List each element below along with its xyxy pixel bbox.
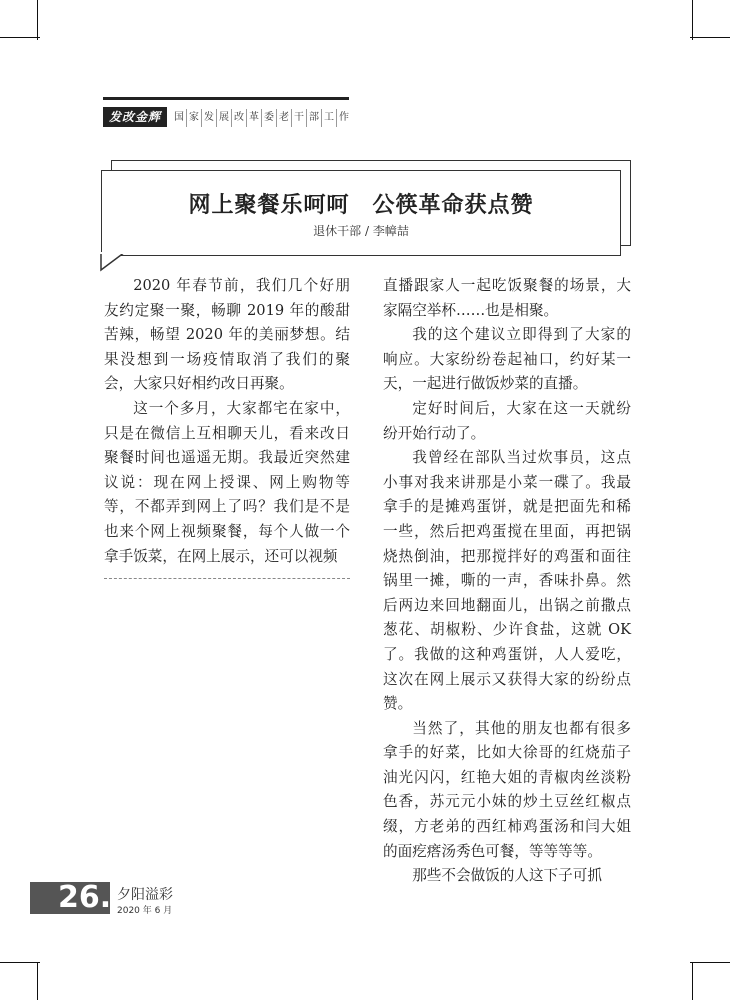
subtitle-char: 委 — [262, 109, 277, 127]
crop-mark — [0, 962, 40, 963]
section-subtitle — [172, 109, 351, 127]
subtitle-char: 家 — [187, 109, 202, 127]
subtitle-char: 展 — [217, 109, 232, 127]
page-number: 26. — [58, 880, 112, 915]
title-frame-notch — [99, 252, 129, 272]
article-title: 网上聚餐乐呵呵 公筷革命获点赞 — [188, 192, 534, 218]
crop-mark — [690, 962, 730, 963]
paragraph: 2020 年春节前，我们几个好朋友约定聚一聚，畅聊 2019 年的酸甜苦辣，畅望 2020 年的美丽梦想。结果没想到一场疫情取消了我们的聚会，大家只好相约改日再聚。 — [104, 277, 350, 393]
crop-mark — [37, 0, 38, 40]
subtitle-char: 国 — [172, 109, 187, 127]
paragraph: 我的这个建议立即得到了大家的响应。大家纷纷卷起袖口，约好某一天，一起进行做饭炒菜的直播。 — [383, 326, 631, 393]
crop-mark — [690, 37, 730, 38]
paragraph: 当然了，其他的朋友也都有很多拿手的好菜，比如大徐哥的红烧茄子油光闪闪，红艳大姐的青椒肉丝淡粉色香，苏元元小妹的炒土豆丝红椒点缀，方老弟的西红柿鸡蛋汤和闫大姐的面疙瘩汤秀色可餐，等等等等。 — [383, 719, 631, 860]
paragraph: 我曾经在部队当过炊事员，这点小事对我来讲那是小菜一碟了。我最拿手的是摊鸡蛋饼，就是把面先和稀一些，然后把鸡蛋搅在里面，再把锅烧热倒油，把那搅拌好的鸡蛋和面往锅里一摊，嘶的一声，香味扑鼻。然后两边来回地翻面儿，出锅之前撒点葱花、胡椒粉、少许食盐，这就 OK 了。我做的这种鸡蛋饼，人人爱吃，这次在网上展示又获得大家的纷纷点赞。 — [383, 449, 631, 713]
paragraph: 那些不会做饭的人这下子可抓 — [412, 867, 602, 885]
column-divider — [104, 578, 350, 579]
crop-mark — [0, 37, 40, 38]
subtitle-char: 老 — [277, 109, 292, 127]
subtitle-char: 工 — [322, 109, 337, 127]
article-column-left — [104, 274, 350, 569]
issue-date: 2020 年 6 月 — [117, 906, 173, 916]
subtitle-char: 革 — [247, 109, 262, 127]
subtitle-char: 发 — [202, 109, 217, 127]
subtitle-char: 部 — [307, 109, 322, 127]
crop-mark — [37, 962, 38, 1000]
article-byline: 退休干部 / 李幛喆 — [313, 224, 409, 238]
paragraph: 这一个多月，大家都宅在家中，只是在微信上互相聊天儿，看来改日聚餐时间也遥遥无期。我最近突然建议说：现在网上授课、网上购物等等，不都弄到网上了吗？我们是不是也来个网上视频聚餐，每个人做一个拿手饭菜，在网上展示，还可以视频 — [104, 399, 350, 565]
section-badge: 发改金辉 — [103, 107, 167, 127]
paragraph: 直播跟家人一起吃饭聚餐的场景，大家隔空举杯……也是相聚。 — [383, 277, 631, 319]
header-rule — [103, 97, 349, 100]
crop-mark — [692, 962, 693, 1000]
magazine-name: 夕阳溢彩 — [117, 887, 173, 903]
subtitle-char: 改 — [232, 109, 247, 127]
paragraph: 定好时间后，大家在这一天就纷纷开始行动了。 — [383, 399, 631, 442]
subtitle-char: 作 — [339, 112, 349, 123]
article-column-right — [383, 274, 631, 889]
subtitle-char: 干 — [292, 109, 307, 127]
crop-mark — [692, 0, 693, 40]
